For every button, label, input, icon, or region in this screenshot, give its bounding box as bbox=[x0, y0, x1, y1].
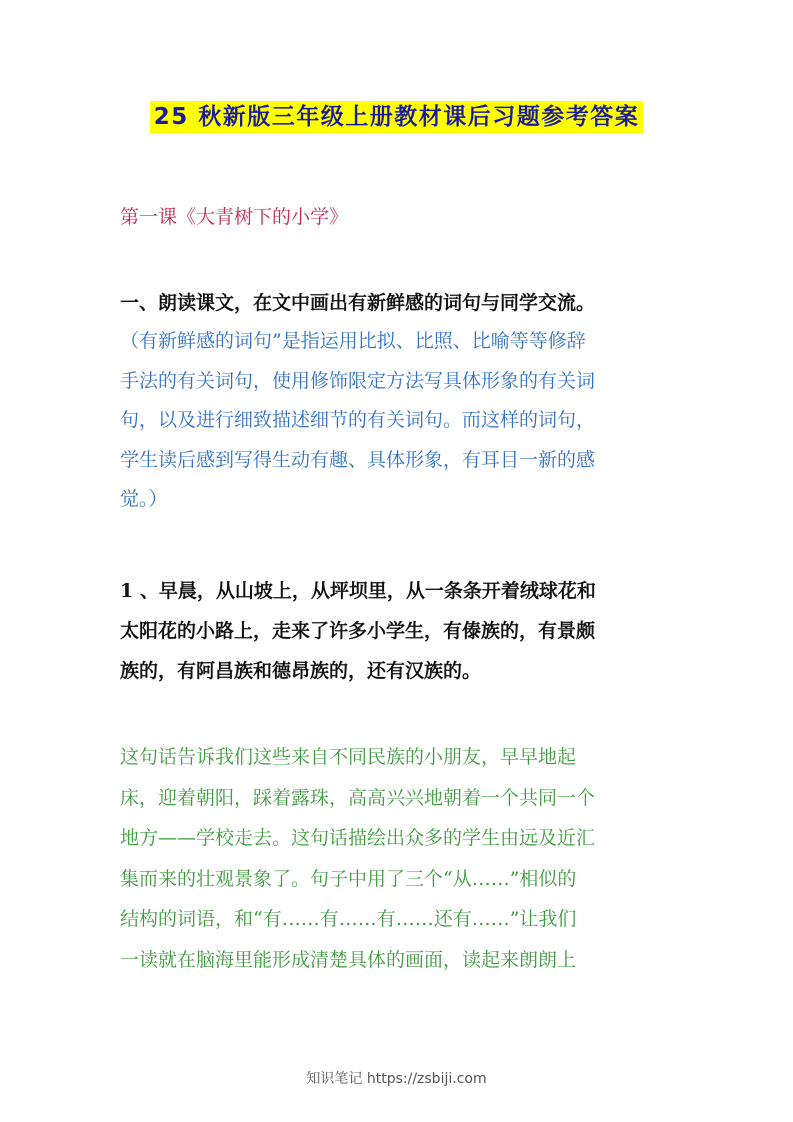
note-line: 句，以及进行细致描述细节的有关词句。而这样的词句， bbox=[120, 409, 596, 431]
note-line: （有新鲜感的词句”是指运用比拟、比照、比喻等等修辞 bbox=[120, 330, 586, 352]
note-line: 手法的有关词句，使用修饰限定方法写具体形象的有关词 bbox=[120, 369, 596, 392]
analysis-line: 结构的词语，和“有……有……有……还有……”让我们 bbox=[120, 908, 577, 930]
analysis-line: 这句话告诉我们这些来自不同民族的小朋友，早早地起 bbox=[120, 746, 577, 768]
analysis-paragraph bbox=[120, 737, 675, 980]
quote-paragraph bbox=[120, 571, 675, 691]
question-line: 一、朗读课文，在文中画出有新鲜感的词句与同学交流。 bbox=[120, 292, 596, 314]
quote-line: 太阳花的小路上，走来了许多小学生，有傣族的，有景颇 bbox=[120, 620, 596, 642]
title-container bbox=[0, 101, 793, 133]
note-line: 觉。） bbox=[120, 488, 168, 510]
quote-line: 1 、早晨，从山坡上，从坪坝里，从一条条开着绒球花和 bbox=[120, 580, 596, 602]
question-paragraph bbox=[120, 283, 675, 323]
analysis-line: 一读就在脑海里能形成清楚具体的画面，读起来朗朗上 bbox=[120, 948, 577, 971]
analysis-line: 集而来的壮观景象了。句子中用了三个“从……”相似的 bbox=[120, 867, 577, 890]
lesson-heading: 第一课《大青树下的小学》 bbox=[120, 206, 349, 228]
document-title: 25 秋新版三年级上册教材课后习题参考答案 bbox=[150, 101, 644, 133]
analysis-line: 地方——学校走去。这句话描绘出众多的学生由远及近汇 bbox=[120, 827, 596, 849]
footer-watermark: 知识笔记 https://zsbiji.com bbox=[306, 1071, 487, 1087]
analysis-line: 床，迎着朝阳，踩着露珠，高高兴兴地朝着一个共同一个 bbox=[120, 786, 596, 809]
note-line: 学生读后感到写得生动有趣、具体形象，有耳目一新的感 bbox=[120, 448, 596, 471]
quote-line: 族的，有阿昌族和德昂族的，还有汉族的。 bbox=[120, 660, 482, 682]
note-paragraph bbox=[120, 322, 675, 520]
